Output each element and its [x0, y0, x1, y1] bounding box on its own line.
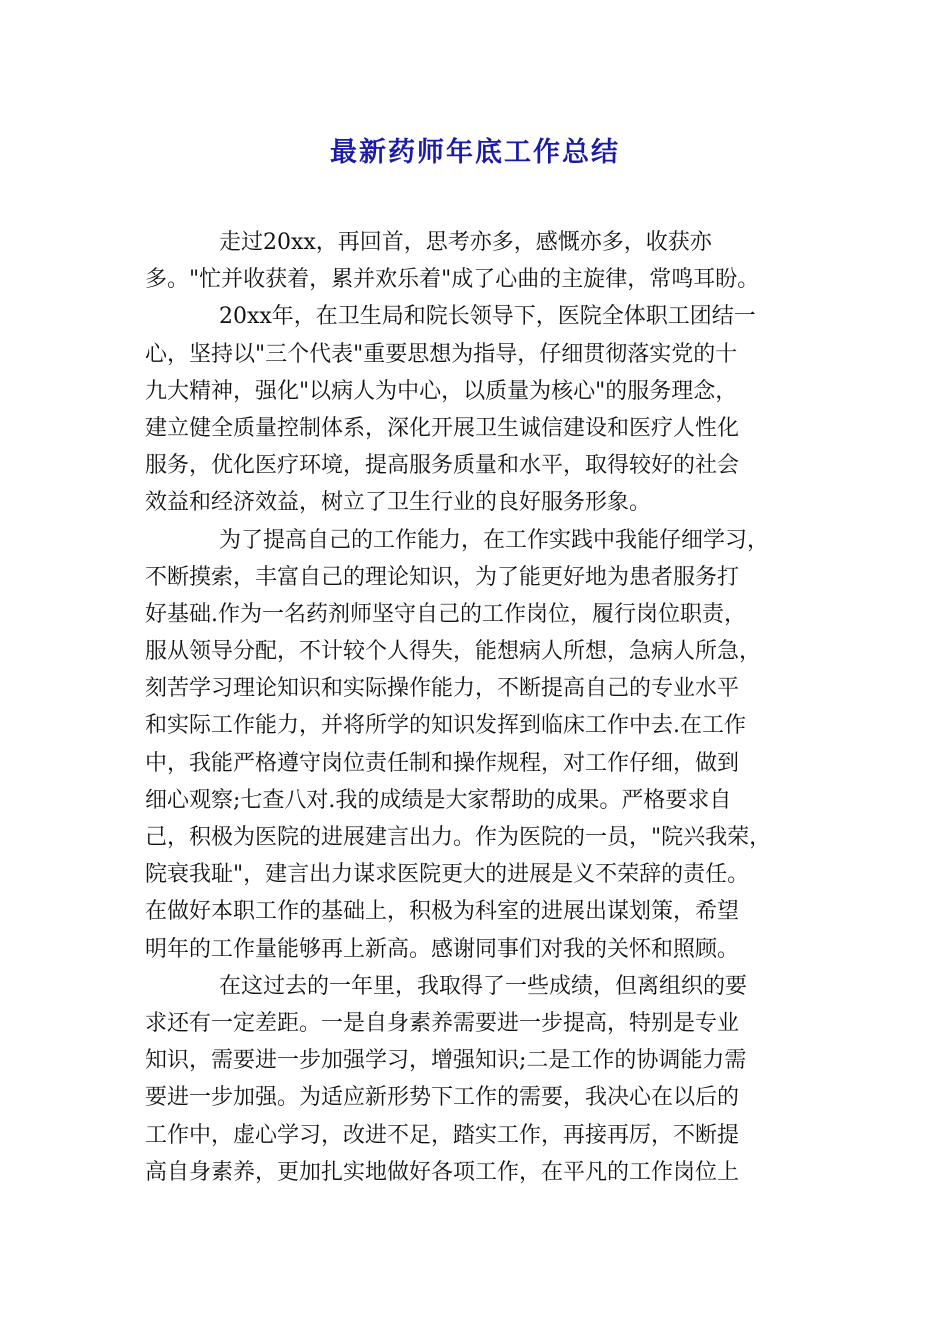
text-line: 细心观察;七查八对.我的成绩是大家帮助的成果。严格要求自 — [145, 787, 732, 813]
text-line: 高自身素养，更加扎实地做好各项工作，在平凡的工作岗位上 — [145, 1159, 740, 1185]
text-line: 服从领导分配，不计较个人得失，能想病人所想，急病人所急， — [145, 639, 762, 665]
text-line: 刻苦学习理论知识和实际操作能力，不断提高自己的专业水平 — [145, 676, 740, 702]
text-line: 要进一步加强。为适应新形势下工作的需要，我决心在以后的 — [145, 1085, 740, 1111]
document-body — [145, 224, 815, 1191]
text-line: 效益和经济效益，树立了卫生行业的良好服务形象。 — [145, 490, 652, 516]
text-line: 明年的工作量能够再上新高。感谢同事们对我的关怀和照顾。 — [145, 936, 740, 962]
document-title: 最新药师年底工作总结 — [330, 137, 620, 168]
text-line: 在做好本职工作的基础上，积极为科室的进展出谋划策，希望 — [145, 899, 740, 925]
text-line: 好基础.作为一名药剂师坚守自己的工作岗位，履行岗位职责， — [145, 601, 746, 627]
text-line: 和实际工作能力，并将所学的知识发挥到临床工作中去.在工作 — [145, 713, 746, 739]
text-line: 服务，优化医疗环境，提高服务质量和水平，取得较好的社会 — [145, 453, 740, 479]
text-line: 知识，需要进一步加强学习，增强知识;二是工作的协调能力需 — [145, 1048, 747, 1074]
text-line: 院衰我耻"，建言出力谋求医院更大的进展是义不荣辞的责任。 — [145, 862, 750, 888]
text-line: 多。"忙并收获着，累并欢乐着"成了心曲的主旋律，常鸣耳盼。 — [145, 267, 760, 293]
text-line: 在这过去的一年里，我取得了一些成绩，但离组织的要 — [219, 973, 748, 999]
text-line: 不断摸索，丰富自己的理论知识，为了能更好地为患者服务打 — [145, 564, 740, 590]
text-line: 为了提高自己的工作能力，在工作实践中我能仔细学习， — [219, 527, 770, 553]
text-line: 九大精神，强化"以病人为中心，以质量为核心"的服务理念， — [145, 378, 738, 404]
text-line: 己，积极为医院的进展建言出力。作为医院的一员，"院兴我荣， — [145, 825, 772, 850]
text-line: 建立健全质量控制体系，深化开展卫生诚信建设和医疗人性化 — [145, 415, 740, 441]
text-line: 20xx年，在卫生局和院长领导下，医院全体职工团结一 — [219, 304, 756, 330]
text-line: 心，坚持以"三个代表"重要思想为指导，仔细贯彻落实党的十 — [145, 341, 738, 367]
text-line: 工作中，虚心学习，改进不足，踏实工作，再接再厉，不断提 — [145, 1122, 740, 1148]
text-line: 走过20xx，再回首，思考亦多，感慨亦多，收获亦 — [219, 230, 712, 255]
text-line: 中，我能严格遵守岗位责任制和操作规程，对工作仔细，做到 — [145, 750, 740, 776]
text-line: 求还有一定差距。一是自身素养需要进一步提高，特别是专业 — [145, 1010, 740, 1036]
